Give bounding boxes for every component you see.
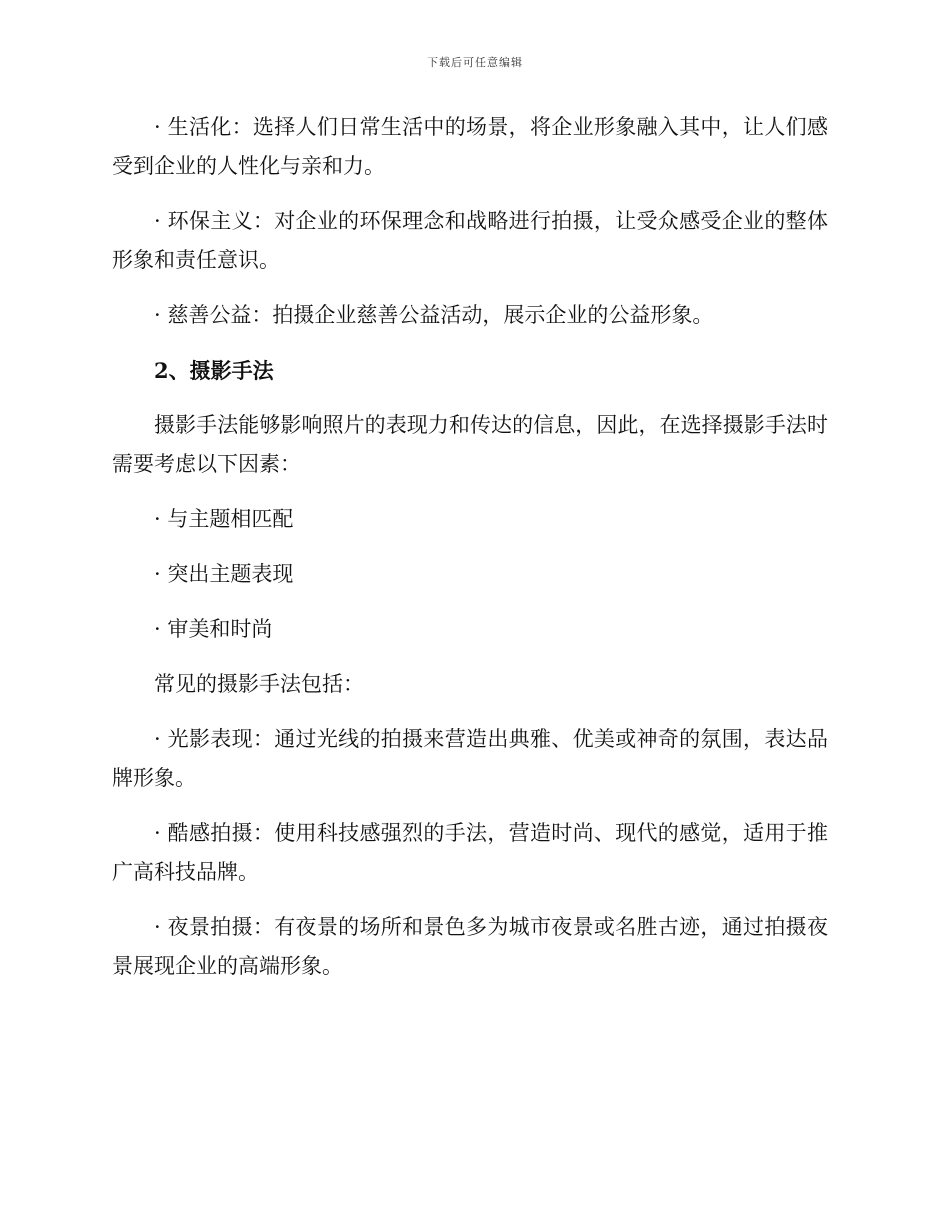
- paragraph-light-shadow: · 光影表现：通过光线的拍摄来营造出典雅、优美或神奇的氛围，表达品牌形象。: [112, 727, 828, 790]
- paragraph-techniques-intro: 摄影手法能够影响照片的表现力和传达的信息，因此，在选择摄影手法时需要考虑以下因素：: [112, 413, 828, 476]
- paragraph-lifestyle: · 生活化：选择人们日常生活中的场景，将企业形象融入其中，让人们感受到企业的人性化与亲和力。: [112, 115, 828, 178]
- list-item-aesthetics: · 审美和时尚: [154, 617, 273, 641]
- paragraph-environmentalism: · 环保主义：对企业的环保理念和战略进行拍摄，让受众感受企业的整体形象和责任意识。: [112, 209, 828, 272]
- document-body: [112, 108, 828, 1002]
- paragraph-night-scene: · 夜景拍摄：有夜景的场所和景色多为城市夜景或名胜古迹，通过拍摄夜景展现企业的高端形象。: [112, 915, 828, 978]
- paragraph-cool-shooting: · 酷感拍摄：使用科技感强烈的手法，营造时尚、现代的感觉，适用于推广高科技品牌。: [112, 821, 828, 884]
- list-item-match-theme: · 与主题相匹配: [154, 507, 294, 531]
- page-header-note: 下载后可任意编辑: [427, 56, 523, 69]
- list-item-highlight-theme: · 突出主题表现: [154, 562, 294, 586]
- section-heading-photography-techniques: 2、摄影手法: [154, 358, 274, 383]
- paragraph-charity: · 慈善公益：拍摄企业慈善公益活动，展示企业的公益形象。: [154, 303, 714, 327]
- paragraph-common-techniques: 常见的摄影手法包括：: [154, 672, 364, 696]
